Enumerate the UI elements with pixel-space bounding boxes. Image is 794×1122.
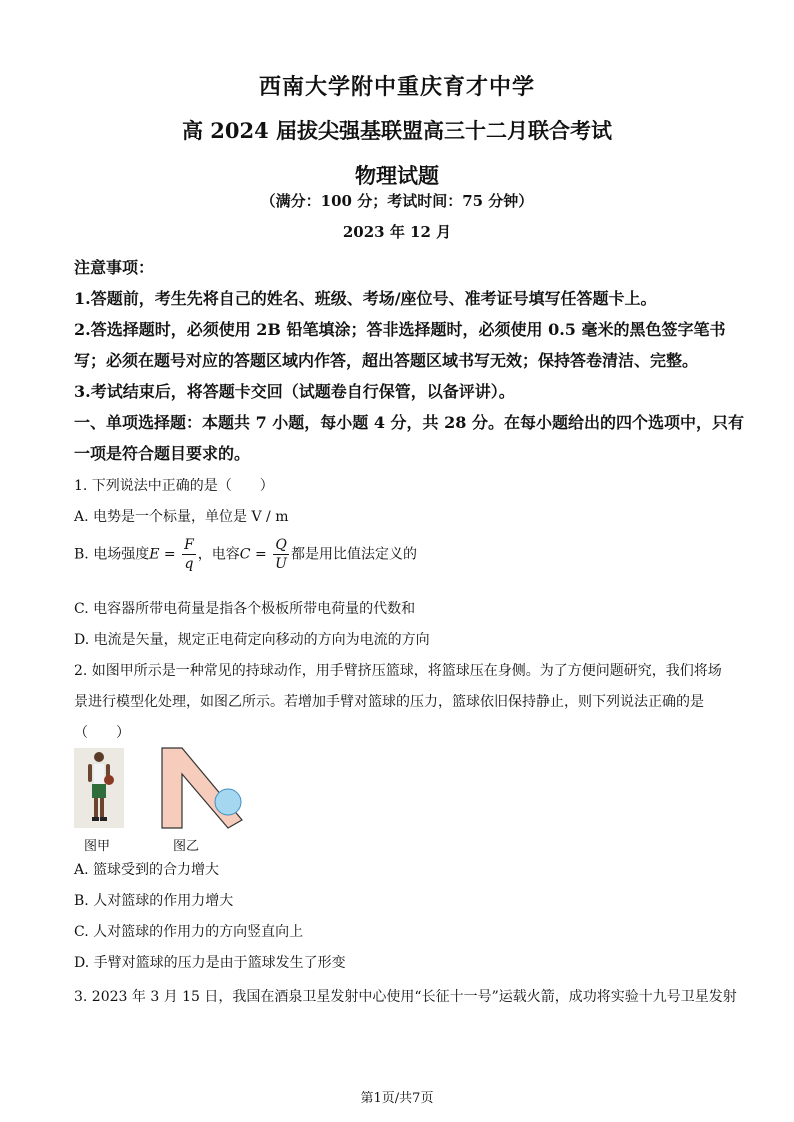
question-2-option-b: B. 人对篮球的作用力增大	[74, 893, 234, 909]
section-heading: 一、单项选择题：本题共 7 小题，每小题 4 分，共 28 分。在每小题给出的四个选项中，只有	[74, 413, 744, 432]
basketball-player-photo	[74, 748, 124, 828]
fraction-q-over-u	[273, 536, 289, 573]
question-2-stem-cont: 景进行模型化处理，如图乙所示。若增加手臂对篮球的压力，篮球依旧保持静止，则下列说法正确的是	[74, 694, 704, 710]
notice-item-3: 3.考试结束后，将答题卡交回（试题卷自行保管，以备评讲）。	[74, 382, 515, 401]
question-3-stem: 3. 2023 年 3 月 15 日，我国在酒泉卫星发射中心使用“长征十一号”运载火箭，成功将实验十九号卫星发射	[74, 989, 737, 1005]
numerator-q: Q	[273, 536, 289, 555]
denominator-u: U	[275, 556, 287, 572]
exam-meta: （满分：100 分；考试时间：75 分钟）	[260, 192, 534, 210]
question-2-stem: 2. 如图甲所示是一种常见的持球动作，用手臂挤压篮球，将篮球压在身侧。为了方便问题研究，我们将场	[74, 663, 722, 679]
question-2-stem-paren: （ ）	[74, 725, 130, 741]
ball-icon	[215, 789, 241, 815]
exam-date: 2023 年 12 月	[342, 223, 452, 241]
subject-title: 物理试题	[355, 163, 439, 188]
figure-a-caption: 图甲	[84, 839, 111, 854]
option-b-mid: ，电容	[197, 546, 240, 563]
notice-item-2-cont: 写；必须在题号对应的答题区域内作答，超出答题区域书写无效；保持答卷清洁、完整。	[74, 351, 699, 370]
option-b-suffix: 都是用比值法定义的	[290, 546, 417, 563]
question-2-option-a: A. 篮球受到的合力增大	[74, 862, 220, 878]
symbol-c: C	[239, 546, 251, 563]
school-title: 西南大学附中重庆育才中学	[258, 74, 535, 100]
notice-item-2: 2.答选择题时，必须使用 2B 铅笔填涂；答非选择题时，必须使用 0.5 毫米的黑色签字笔书	[74, 320, 726, 339]
equals-1: =	[159, 546, 181, 563]
arm-ball-model-diagram	[160, 746, 250, 830]
fraction-f-over-q	[182, 536, 196, 573]
denominator-q: q	[184, 556, 194, 572]
page-number: 第1页/共7页	[360, 1091, 434, 1106]
question-1-option-c: C. 电容器所带电荷量是指各个极板所带电荷量的代数和	[74, 601, 416, 617]
question-1-stem: 1. 下列说法中正确的是（ ）	[74, 478, 274, 494]
arm-model-shape	[162, 748, 242, 828]
figure-b-caption: 图乙	[173, 839, 200, 854]
numerator-f: F	[184, 537, 194, 553]
question-2-option-c: C. 人对篮球的作用力的方向竖直向上	[74, 924, 304, 940]
symbol-e: E	[149, 546, 160, 563]
question-1-option-b	[74, 536, 417, 586]
section-heading-cont: 一项是符合题目要求的。	[74, 444, 251, 463]
option-b-prefix: B. 电场强度	[74, 546, 150, 563]
exam-title: 高 2024 届拔尖强基联盟高三十二月联合考试	[181, 118, 613, 143]
notice-item-1: 1.答题前，考生先将自己的姓名、班级、考场/座位号、准考证号填写任答题卡上。	[74, 289, 657, 308]
question-1-option-a: A. 电势是一个标量，单位是 V / m	[74, 509, 289, 525]
equals-2: =	[250, 546, 272, 563]
player-illustration	[74, 748, 124, 828]
question-2-option-d: D. 手臂对篮球的压力是由于篮球发生了形变	[74, 955, 346, 971]
question-1-option-d: D. 电流是矢量，规定正电荷定向移动的方向为电流的方向	[74, 632, 430, 648]
notice-title: 注意事项：	[74, 258, 155, 277]
